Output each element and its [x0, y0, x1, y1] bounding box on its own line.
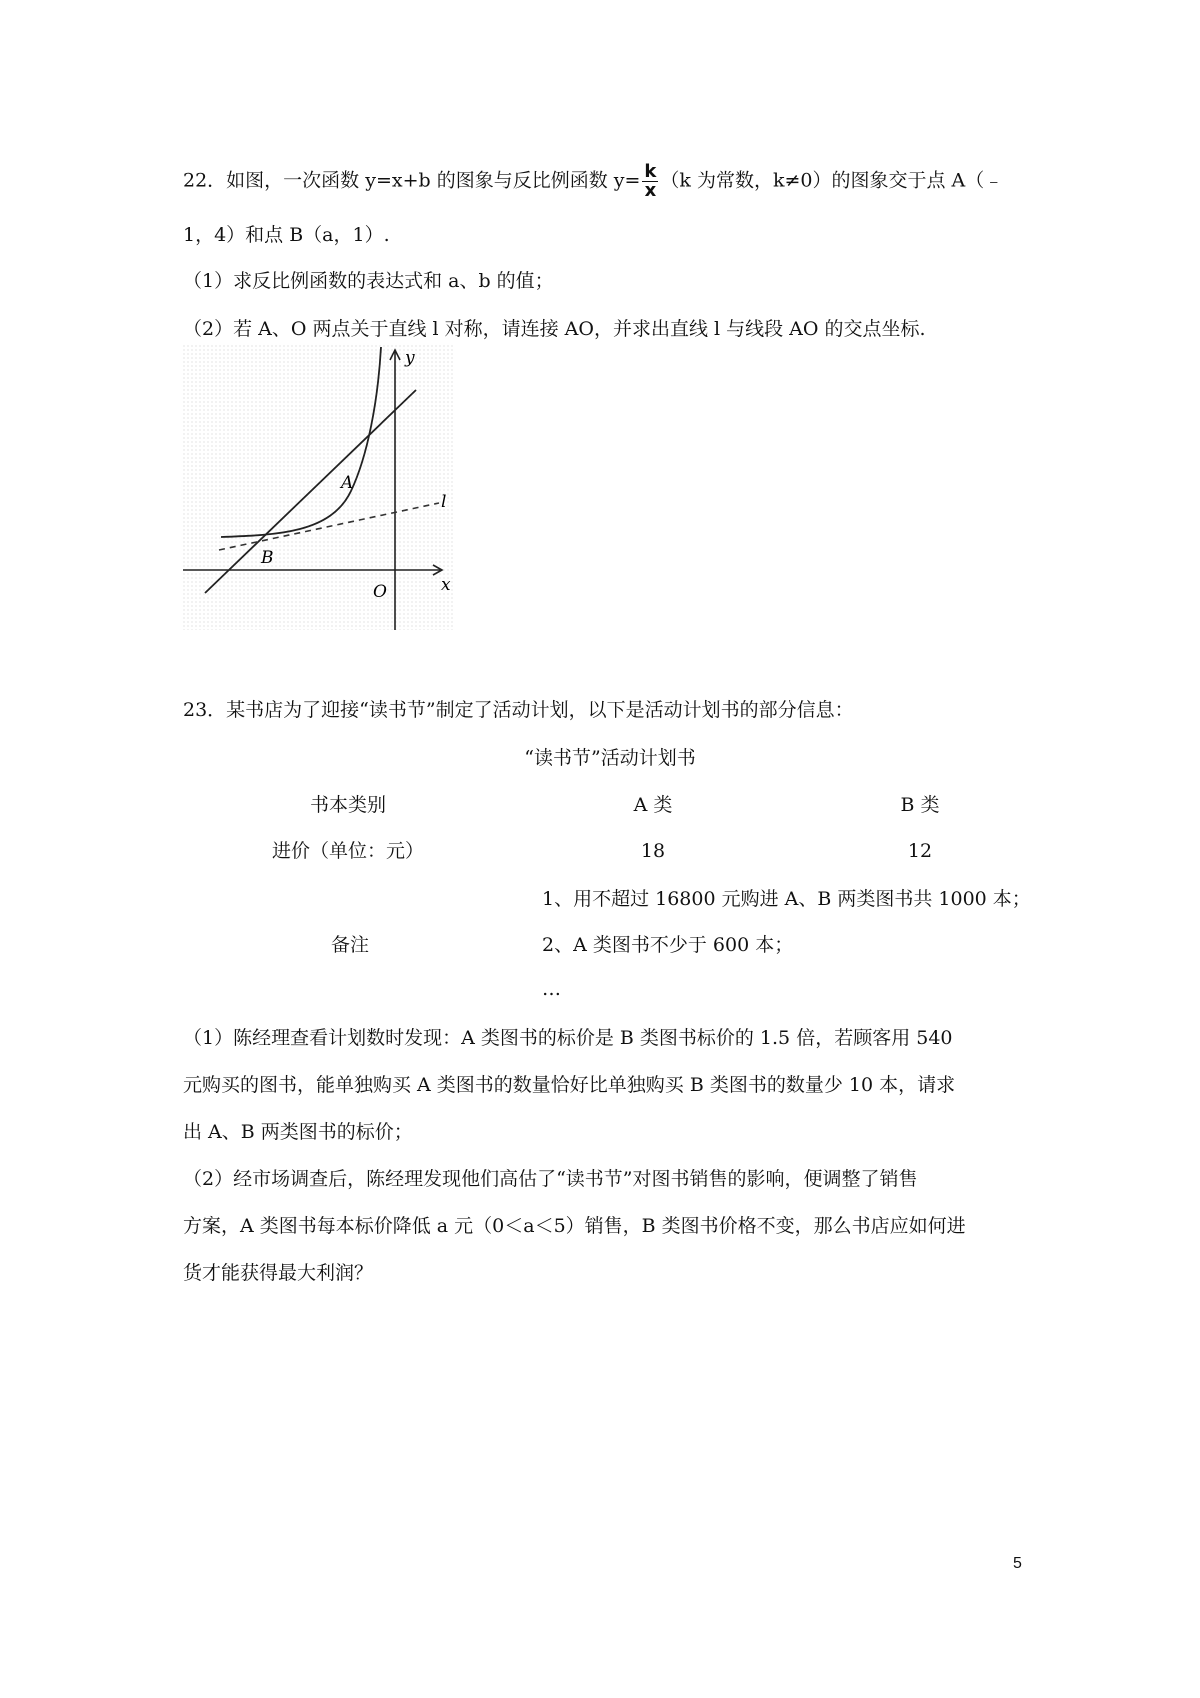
q23-part1-line2: 元购买的图书，能单独购买 A 类图书的数量恰好比单独购买 B 类图书的数量少 10 本，请求: [183, 1074, 956, 1096]
remark-2: 2、A 类图书不少于 600 本；: [542, 934, 794, 956]
q23-intro: 23．某书店为了迎接“读书节”制定了活动计划，以下是活动计划书的部分信息：: [183, 699, 854, 721]
q22-line1: [183, 163, 1003, 200]
graph-label-l: l: [441, 492, 447, 512]
table-row-price-label: 进价（单位：元）: [271, 840, 425, 862]
table-header-b: B 类: [900, 794, 940, 816]
remarks-label: 备注: [330, 934, 370, 956]
q22-line2: 1，4）和点 B（a，1）.: [183, 224, 390, 246]
q23-part2-line1: （2）经市场调查后，陈经理发现他们高估了“读书节”对图书销售的影响，便调整了销售: [183, 1168, 918, 1190]
table-price-a: 18: [640, 840, 666, 862]
graph-label-y: y: [405, 348, 415, 368]
remark-1: 1、用不超过 16800 元购进 A、B 两类图书共 1000 本；: [542, 888, 1031, 910]
q22-line1-a: 22．如图，一次函数 y=x+b 的图象与反比例函数 y=: [183, 169, 641, 192]
table-header-a: A 类: [633, 794, 673, 816]
q23-part1-line1: （1）陈经理查看计划数时发现：A 类图书的标价是 B 类图书标价的 1.5 倍，若顾客用 540: [183, 1027, 953, 1049]
table-header-category: 书本类别: [309, 794, 387, 816]
graph-label-x: x: [441, 575, 451, 595]
q22-part2: （2）若 A、O 两点关于直线 l 对称，请连接 AO，并求出直线 l 与线段 AO 的交点坐标.: [183, 318, 926, 340]
fraction-numerator: k: [644, 161, 657, 182]
page-number: 5: [1013, 1555, 1022, 1572]
graph-label-origin: O: [373, 582, 387, 602]
plan-table-title: “读书节”活动计划书: [524, 747, 696, 769]
fraction-k-over-x: [642, 163, 658, 200]
graph-background: [183, 345, 453, 630]
remark-ellipsis: …: [542, 978, 561, 1000]
q22-line1-b: （k 为常数，k≠0）的图象交于点 A（﹣: [660, 169, 1004, 192]
q23-part2-line3: 货才能获得最大利润？: [183, 1262, 374, 1284]
q22-part1: （1）求反比例函数的表达式和 a、b 的值；: [183, 270, 554, 292]
q23-part1-line3: 出 A、B 两类图书的标价；: [183, 1121, 413, 1143]
graph-label-a: A: [341, 473, 354, 493]
table-price-b: 12: [907, 840, 933, 862]
q22-function-graph: [183, 345, 453, 630]
fraction-denominator: x: [644, 180, 657, 201]
graph-label-b: B: [261, 548, 274, 568]
q23-part2-line2: 方案，A 类图书每本标价降低 a 元（0＜a＜5）销售，B 类图书价格不变，那么书店应如何进: [183, 1215, 966, 1237]
